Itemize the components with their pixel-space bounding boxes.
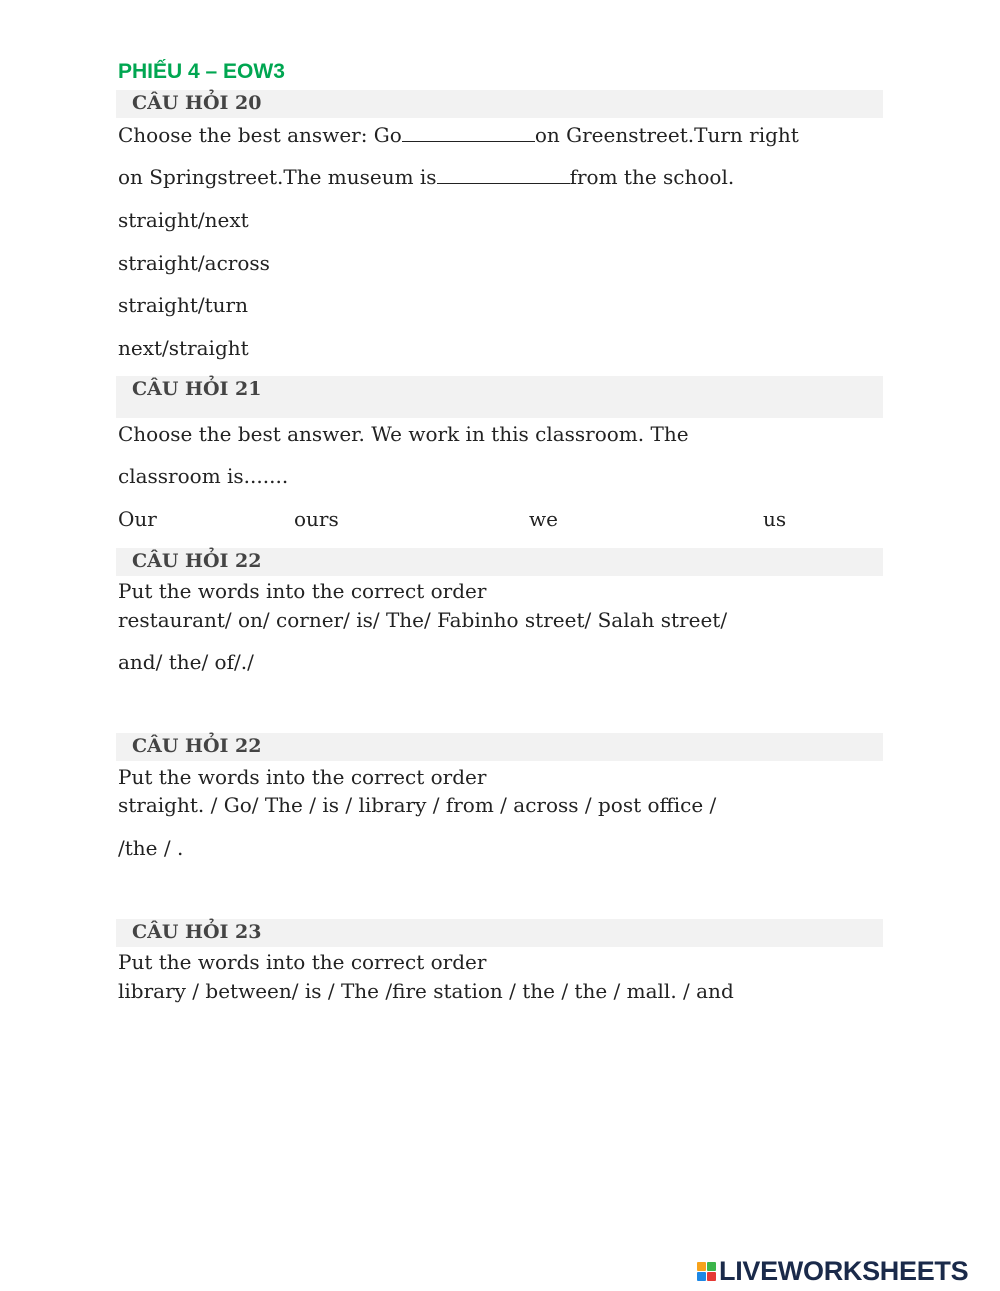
option-our[interactable]: Our — [118, 507, 157, 531]
question-22a-header — [116, 548, 883, 576]
question-20-text-a: Choose the best answer: Go — [118, 123, 402, 147]
question-22b-header — [116, 733, 883, 761]
question-23-header — [116, 919, 883, 947]
question-20-line-1 — [118, 122, 799, 148]
option-we[interactable]: we — [529, 507, 558, 531]
question-21-line-2: classroom is....... — [118, 464, 289, 488]
question-20-heading: CÂU HỎI 20 — [132, 92, 262, 114]
question-22a-heading: CÂU HỎI 22 — [132, 550, 262, 572]
question-22b-words-2: /the / . — [118, 836, 184, 860]
question-22a-words-1: restaurant/ on/ corner/ is/ The/ Fabinho street/ Salah street/ — [118, 608, 728, 632]
question-22b-instruction: Put the words into the correct order — [118, 765, 487, 789]
question-23-instruction: Put the words into the correct order — [118, 950, 487, 974]
question-22b-words-1: straight. / Go/ The / is / library / from / across / post office / — [118, 793, 717, 817]
logo-block-1 — [697, 1262, 706, 1271]
question-22b-heading: CÂU HỎI 22 — [132, 735, 262, 757]
option-straight-turn[interactable]: straight/turn — [118, 293, 248, 317]
logo-text: LIVEWORKSHEETS — [719, 1255, 969, 1286]
question-20-line-2 — [118, 164, 734, 190]
option-ours[interactable]: ours — [294, 507, 339, 531]
question-23-heading: CÂU HỎI 23 — [132, 921, 262, 943]
question-21-options — [118, 506, 818, 532]
question-20-text-b: on Greenstreet.Turn right — [534, 123, 799, 147]
question-22a-instruction: Put the words into the correct order — [118, 579, 487, 603]
question-21-header — [116, 376, 883, 418]
question-20-header — [116, 90, 883, 118]
logo-block-2 — [707, 1262, 716, 1271]
question-21-heading: CÂU HỎI 21 — [132, 378, 262, 400]
question-20-text-c: on Springstreet.The museum is — [118, 165, 437, 189]
blank-1[interactable] — [402, 123, 535, 142]
logo-block-4 — [707, 1272, 716, 1281]
option-us[interactable]: us — [763, 507, 787, 531]
question-21-line-1: Choose the best answer. We work in this classroom. The — [118, 422, 689, 446]
liveworksheets-logo[interactable] — [697, 1256, 968, 1286]
question-20-text-d: from the school. — [569, 165, 735, 189]
logo-block-3 — [697, 1272, 706, 1281]
blank-2[interactable] — [437, 165, 570, 184]
logo-blocks-icon — [697, 1262, 716, 1281]
option-straight-across[interactable]: straight/across — [118, 251, 270, 275]
option-next-straight[interactable]: next/straight — [118, 336, 249, 360]
question-22a-words-2: and/ the/ of/./ — [118, 650, 254, 674]
option-straight-next[interactable]: straight/next — [118, 208, 249, 232]
page-title: PHIẾU 4 – EOW3 — [118, 60, 285, 83]
question-23-words-1: library / between/ is / The /fire station / the / the / mall. / and — [118, 979, 734, 1003]
